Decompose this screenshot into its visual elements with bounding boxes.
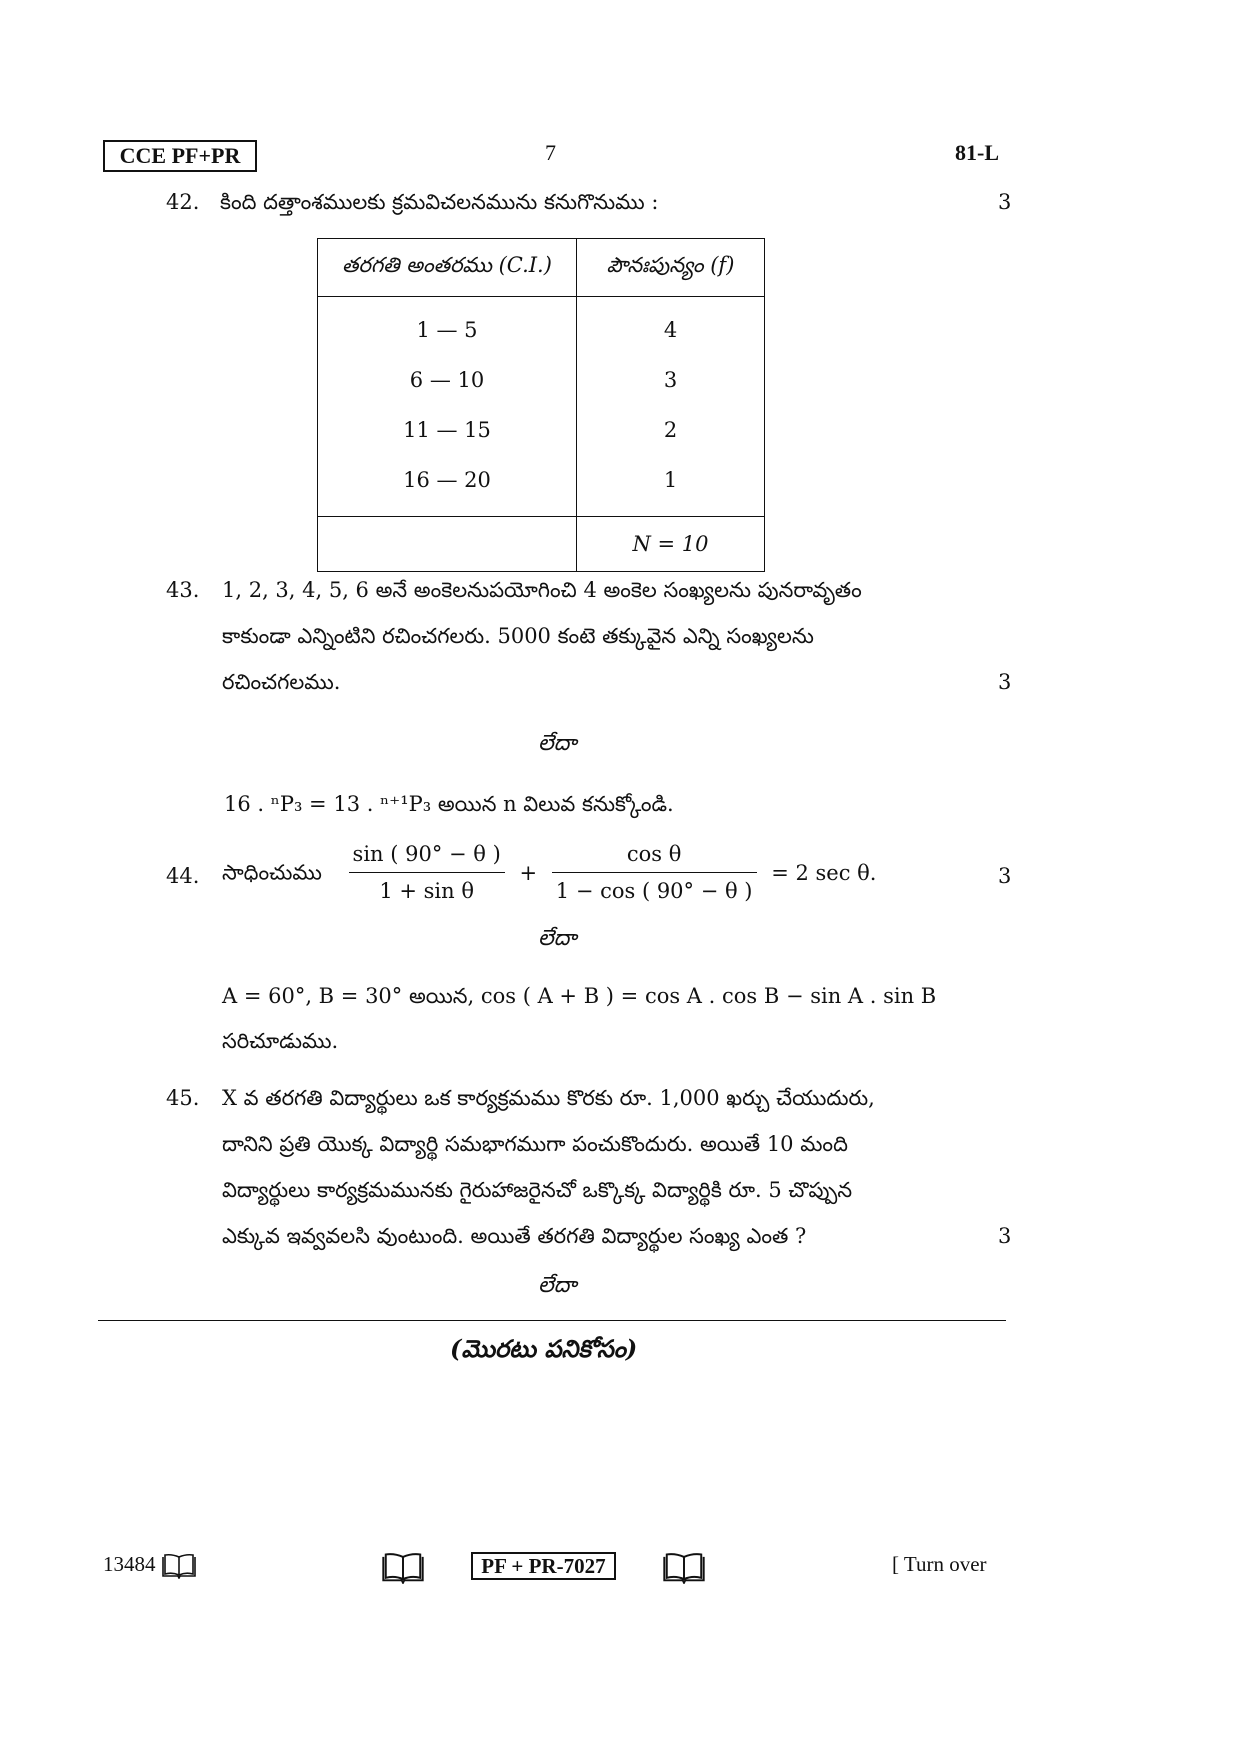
footer-left	[103, 1552, 197, 1579]
prove-label: సాధించుము	[222, 860, 322, 885]
table-cell: 2	[663, 418, 678, 442]
table-cell: 11 — 15	[403, 418, 491, 442]
table-total: N = 10	[577, 517, 765, 572]
table-cell: 1 — 5	[416, 318, 478, 342]
rhs: = 2 sec θ.	[771, 860, 877, 885]
question-text: కింది దత్తాంశములకు క్రమవిచలనమును కనుగొనుము :	[220, 190, 659, 214]
table-cell: 3	[663, 368, 678, 392]
or-label: లేదా	[538, 731, 577, 756]
marks: 3	[998, 670, 1012, 694]
table-cell: 1	[663, 468, 678, 492]
question-line: విద్యార్థులు కార్యక్రమమునకు గైరుహాజరైనచో ఒక్కొక్క విద్యార్థికి రూ. 5 చొప్పున	[222, 1178, 853, 1202]
question-number: 42.	[166, 190, 200, 214]
table-cell: 4	[663, 318, 678, 342]
question-line: 1, 2, 3, 4, 5, 6 అనే అంకెలనుపయోగించి 4 అంకెల సంఖ్యలను పునరావృతం	[222, 578, 862, 602]
alternative-question: 16 . ⁿP₃ = 13 . ⁿ⁺¹P₃ అయిన n విలువ కనుక్కోండి.	[224, 792, 674, 816]
question-line: ఎక్కువ ఇవ్వవలసి వుంటుంది. అయితే తరగతి విద్యార్థుల సంఖ్య ఎంత ?	[222, 1224, 807, 1248]
fraction-denominator: 1 + sin θ	[379, 879, 474, 903]
divider-line	[98, 1320, 1006, 1321]
fraction-denominator: 1 − cos ( 90° − θ )	[555, 879, 753, 903]
table-cell: 6 — 10	[409, 368, 485, 392]
book-icon	[161, 1553, 197, 1579]
col-header-frequency: పౌనఃపున్యం (f)	[577, 239, 765, 297]
table-cell: 16 — 20	[403, 468, 491, 492]
table-cell-empty	[318, 517, 577, 572]
question-line: X వ తరగతి విద్యార్థులు ఒక కార్యక్రమము కొరకు రూ. 1,000 ఖర్చు చేయుదురు,	[222, 1086, 875, 1110]
footer-paper-code: PF + PR-7027	[471, 1552, 615, 1580]
rough-work-label: (మొరటు పనికోసం)	[450, 1334, 638, 1363]
question-line: దానిని ప్రతి యొక్క విద్యార్థి సమభాగముగా పంచుకొందురు. అయితే 10 మంది	[222, 1132, 848, 1156]
footer-center	[380, 1552, 707, 1584]
or-label: లేదా	[538, 926, 577, 951]
book-icon	[661, 1552, 707, 1584]
marks: 3	[998, 1224, 1012, 1248]
question-number: 43.	[166, 578, 200, 602]
fraction-2	[552, 838, 757, 907]
page-number: 7	[545, 140, 556, 165]
question-number: 44.	[166, 864, 200, 888]
question-line: రచించగలము.	[222, 670, 341, 694]
or-label: లేదా	[538, 1273, 577, 1298]
fraction-1	[349, 838, 505, 907]
plus-sign: +	[519, 860, 538, 885]
marks: 3	[998, 864, 1012, 888]
marks: 3	[998, 190, 1012, 214]
alternative-line: A = 60°, B = 30° అయిన, cos ( A + B ) = cos A . cos B − sin A . sin B	[222, 984, 937, 1008]
col-header-class-interval: తరగతి అంతరము (C.I.)	[318, 239, 577, 297]
fraction-numerator: cos θ	[552, 838, 757, 873]
question-line: కాకుండా ఎన్నింటిని రచించగలరు. 5000 కంటె తక్కువైన ఎన్ని సంఖ్యలను	[222, 624, 814, 648]
identity-expression	[222, 838, 876, 907]
alternative-line: సరిచూడుము.	[222, 1029, 339, 1053]
turn-over-label: [ Turn over	[892, 1552, 987, 1576]
footer-code: 13484	[103, 1552, 156, 1576]
class-interval-column	[318, 297, 577, 517]
frequency-table	[317, 238, 765, 572]
paper-code: 81-L	[955, 140, 999, 165]
book-icon	[380, 1552, 426, 1584]
header-code-box: CCE PF+PR	[103, 140, 257, 172]
fraction-numerator: sin ( 90° − θ )	[349, 838, 505, 873]
question-number: 45.	[166, 1086, 200, 1110]
frequency-column	[577, 297, 765, 517]
